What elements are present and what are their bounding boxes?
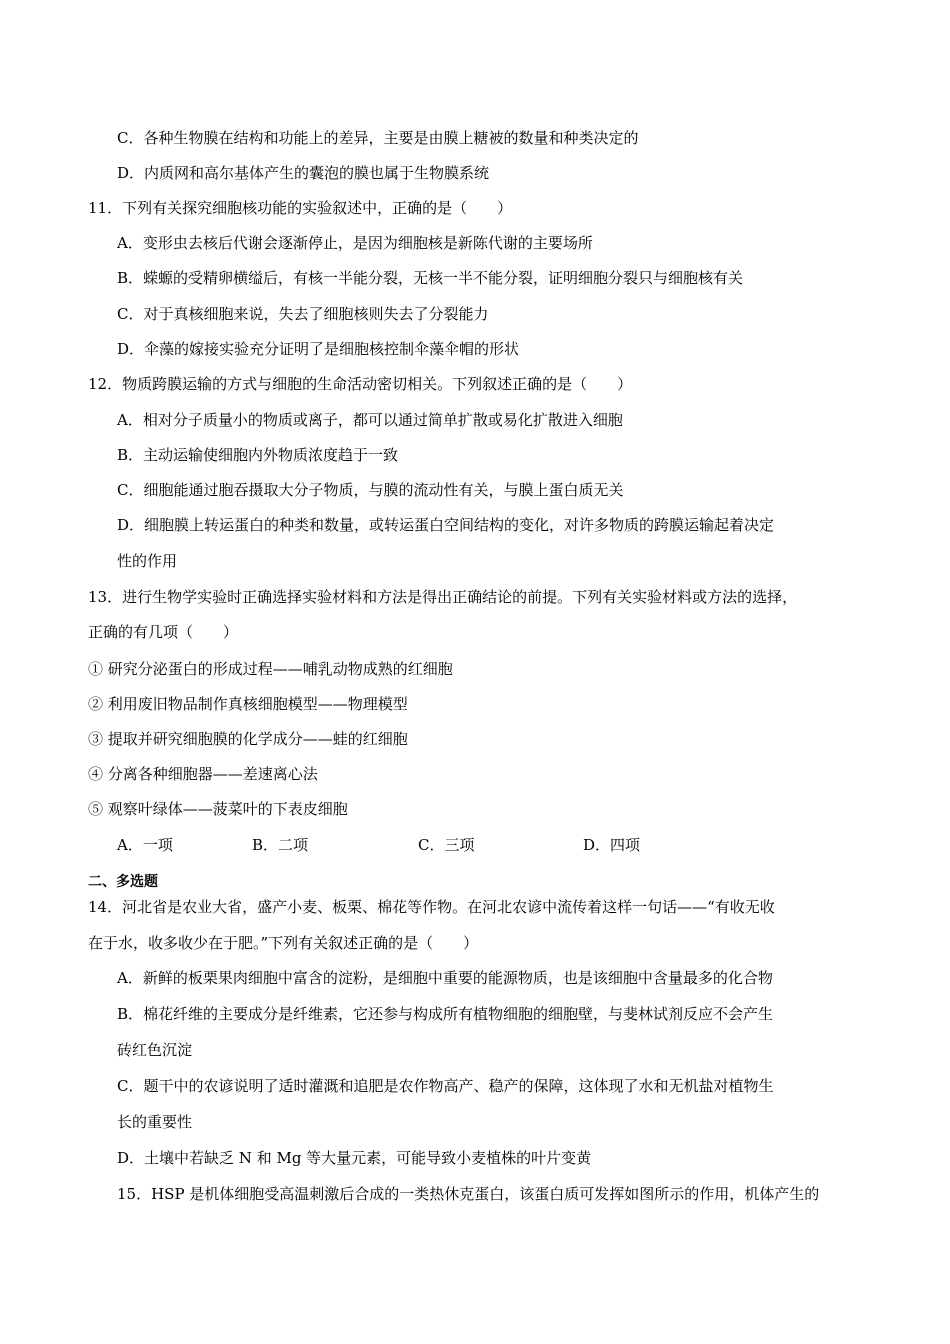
q12-stem: 12．物质跨膜运输的方式与细胞的生命活动密切相关。下列叙述正确的是（ ） — [88, 375, 633, 393]
q11-option-d: D．伞藻的嫁接实验充分证明了是细胞核控制伞藻伞帽的形状 — [117, 340, 520, 358]
q11-option-c: C．对于真核细胞来说，失去了细胞核则失去了分裂能力 — [117, 305, 489, 323]
q12-option-d-line1: D．细胞膜上转运蛋白的种类和数量，或转运蛋白空间结构的变化，对许多物质的跨膜运输起着决定 — [117, 516, 775, 534]
q14-stem-line1: 14．河北省是农业大省，盛产小麦、板栗、棉花等作物。在河北农谚中流传着这样一句话——“有收无收 — [88, 898, 775, 916]
q11-option-a: A．变形虫去核后代谢会逐渐停止，是因为细胞核是新陈代谢的主要场所 — [117, 234, 593, 252]
q15-stem-line1: 15．HSP 是机体细胞受高温刺激后合成的一类热休克蛋白，该蛋白质可发挥如图所示的作用，机体产生的 — [117, 1185, 820, 1203]
q13-item-3: ③ 提取并研究细胞膜的化学成分——蛙的红细胞 — [88, 730, 408, 748]
q13-item-5: ⑤ 观察叶绿体——菠菜叶的下表皮细胞 — [88, 800, 348, 818]
q10-option-d: D．内质网和高尔基体产生的囊泡的膜也属于生物膜系统 — [117, 164, 490, 182]
q14-option-c-line1: C．题干中的农谚说明了适时灌溉和追肥是农作物高产、稳产的保障，这体现了水和无机盐对植物生 — [117, 1077, 774, 1095]
q13-stem-line1: 13．进行生物学实验时正确选择实验材料和方法是得出正确结论的前提。下列有关实验材料或方法的选择， — [88, 588, 798, 606]
q14-option-b-line2: 砖红色沉淀 — [117, 1041, 193, 1059]
q14-option-d: D．土壤中若缺乏 N 和 Mg 等大量元素，可能导致小麦植株的叶片变黄 — [117, 1149, 592, 1167]
q10-option-c: C．各种生物膜在结构和功能上的差异，主要是由膜上糖被的数量和种类决定的 — [117, 129, 639, 147]
q13-option-d: D．四项 — [583, 836, 641, 854]
q13-option-a: A．一项 — [117, 836, 173, 854]
q14-option-b-line1: B．棉花纤维的主要成分是纤维素，它还参与构成所有植物细胞的细胞壁，与斐林试剂反应不会产生 — [117, 1005, 774, 1023]
q13-option-c: C．三项 — [418, 836, 475, 854]
q13-stem-line2: 正确的有几项（ ） — [88, 623, 239, 641]
q12-option-b: B．主动运输使细胞内外物质浓度趋于一致 — [117, 446, 399, 464]
q11-option-b: B．蝾螈的受精卵横缢后，有核一半能分裂，无核一半不能分裂，证明细胞分裂只与细胞核有关 — [117, 269, 744, 287]
q12-option-a: A．相对分子质量小的物质或离子，都可以通过简单扩散或易化扩散进入细胞 — [117, 411, 623, 429]
q13-item-2: ② 利用废旧物品制作真核细胞模型——物理模型 — [88, 695, 408, 713]
q12-option-c: C．细胞能通过胞吞摄取大分子物质，与膜的流动性有关，与膜上蛋白质无关 — [117, 481, 624, 499]
q14-option-c-line2: 长的重要性 — [117, 1113, 193, 1131]
section-heading-multiple-choice: 二、多选题 — [88, 874, 158, 890]
q14-stem-line2: 在于水，收多收少在于肥。”下列有关叙述正确的是（ ） — [88, 934, 479, 952]
q13-option-b: B．二项 — [252, 836, 309, 854]
q13-item-1: ① 研究分泌蛋白的形成过程——哺乳动物成熟的红细胞 — [88, 660, 453, 678]
q13-item-4: ④ 分离各种细胞器——差速离心法 — [88, 765, 318, 783]
q14-option-a: A．新鲜的板栗果肉细胞中富含的淀粉，是细胞中重要的能源物质，也是该细胞中含量最多的化合物 — [117, 969, 773, 987]
q11-stem: 11．下列有关探究细胞核功能的实验叙述中，正确的是（ ） — [88, 199, 513, 217]
q12-option-d-line2: 性的作用 — [117, 552, 178, 570]
